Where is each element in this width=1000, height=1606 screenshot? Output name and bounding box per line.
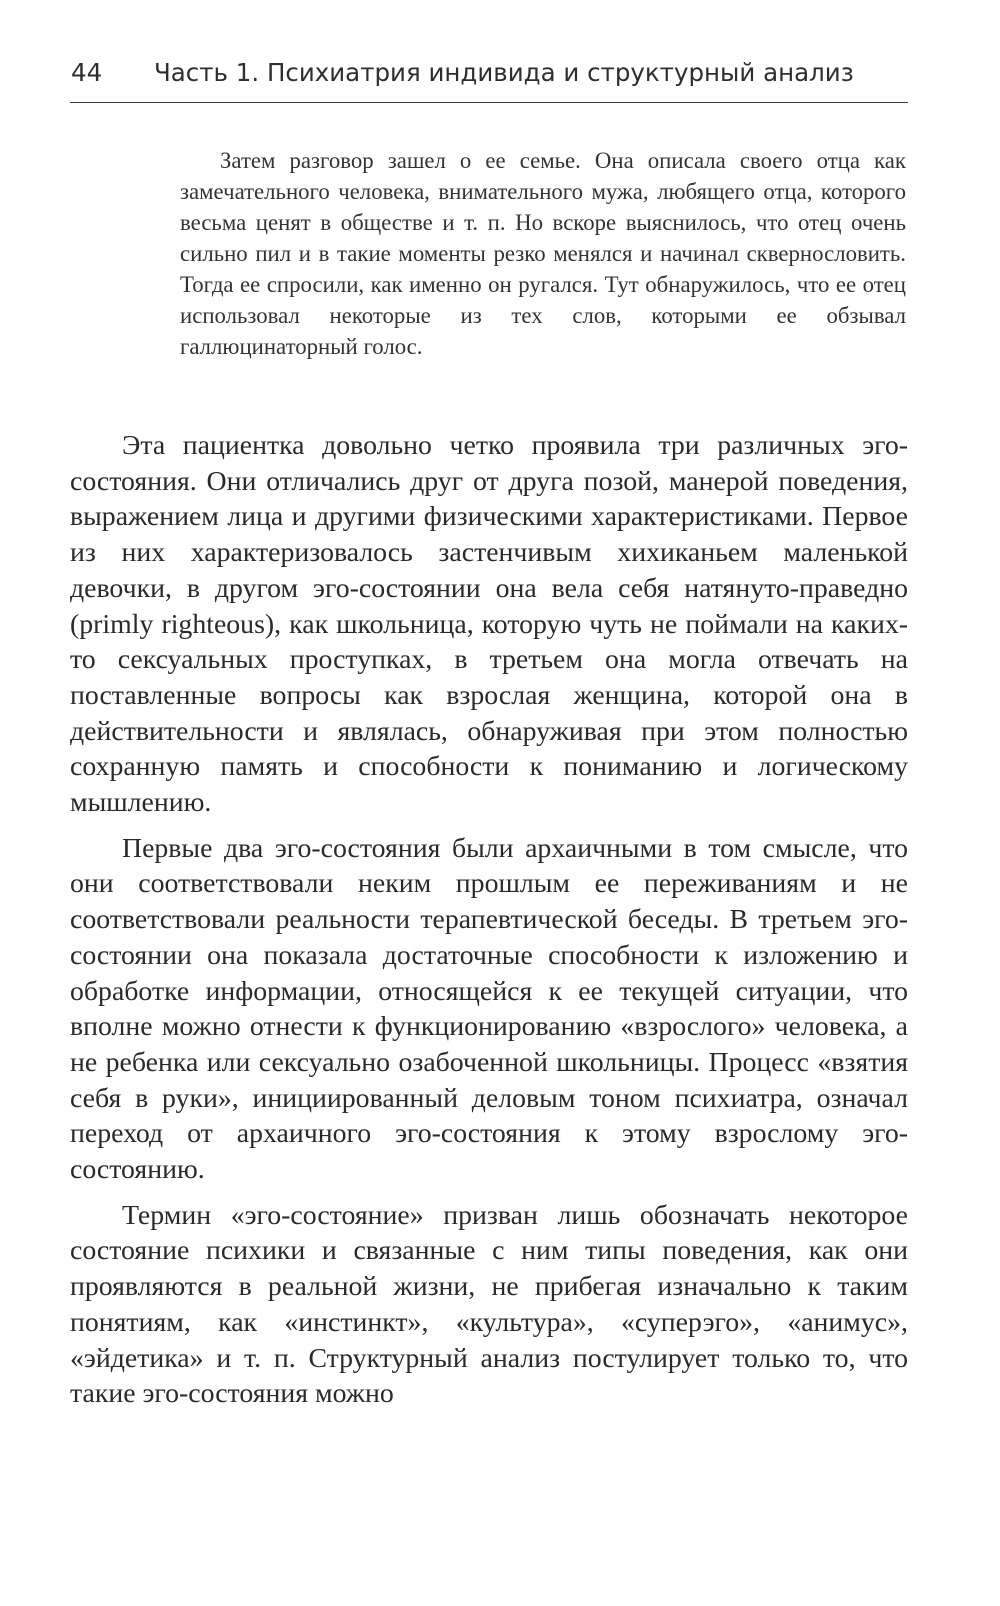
paragraph-2: Первые два эго-состояния были архаичными в том смысле, что они соответствовали неким прошлым ее переживаниям и не соответствовали реальности терапевтической беседы. В третьем эго-состоянии она показала достаточные способности к изложению и обработке информации, относящейся к ее текущей ситуации, что вполне можно отнести к функционированию «взрослого» человека, а не ребенка или сексуально озабоченной школьницы. Процесс «взятия себя в руки», инициированный деловым тоном психиатра, означал переход от архаичного эго-состояния к этому взрослому эго-состоянию. bbox=[70, 832, 908, 1186]
case-excerpt-text: Затем разговор зашел о ее семье. Она описала своего отца как замечательного человека, внимательного мужа, любящего отца, которого весьма ценят в обществе и т. п. Но вскоре выяснилось, что отец очень сильно пил и в такие моменты резко менялся и начинал сквернословить. Тогда ее спросили, как именно он ругался. Тут обнаружилось, что ее отец использовал некоторые из тех слов, которыми ее обзывал галлюцинаторный голос. bbox=[180, 148, 906, 359]
main-text bbox=[70, 428, 908, 1422]
page-number: 44 bbox=[71, 58, 103, 87]
paragraph-1: Эта пациентка довольно четко проявила три различных эго-состояния. Они отличались друг от друга позой, манерой поведения, выражением лица и другими физическими характеристиками. Первое из них характеризовалось застенчивым хихиканьем маленькой девочки, в другом эго-состоянии она вела себя натянуто-праведно (primly righteous), как школьница, которую чуть не поймали на каких-то сексуальных проступках, в третьем она могла отвечать на поставленные вопросы как взрослая женщина, которой она в действительности и являлась, обнаруживая при этом полностью сохранную память и способности к пониманию и логическому мышлению. bbox=[70, 430, 908, 819]
running-header bbox=[70, 44, 908, 103]
case-excerpt bbox=[120, 145, 910, 362]
paragraph-3: Термин «эго-состояние» призван лишь обозначать некоторое состояние психики и связанные с ним типы поведения, как они проявляются в реальной жизни, не прибегая изначально к таким понятиям, как «инстинкт», «культура», «суперэго», «анимус», «эйдетика» и т. п. Структурный анализ постулирует только то, что такие эго-состояния можно bbox=[70, 1199, 908, 1410]
running-title: Часть 1. Психиатрия индивида и структурный анализ bbox=[154, 58, 854, 87]
